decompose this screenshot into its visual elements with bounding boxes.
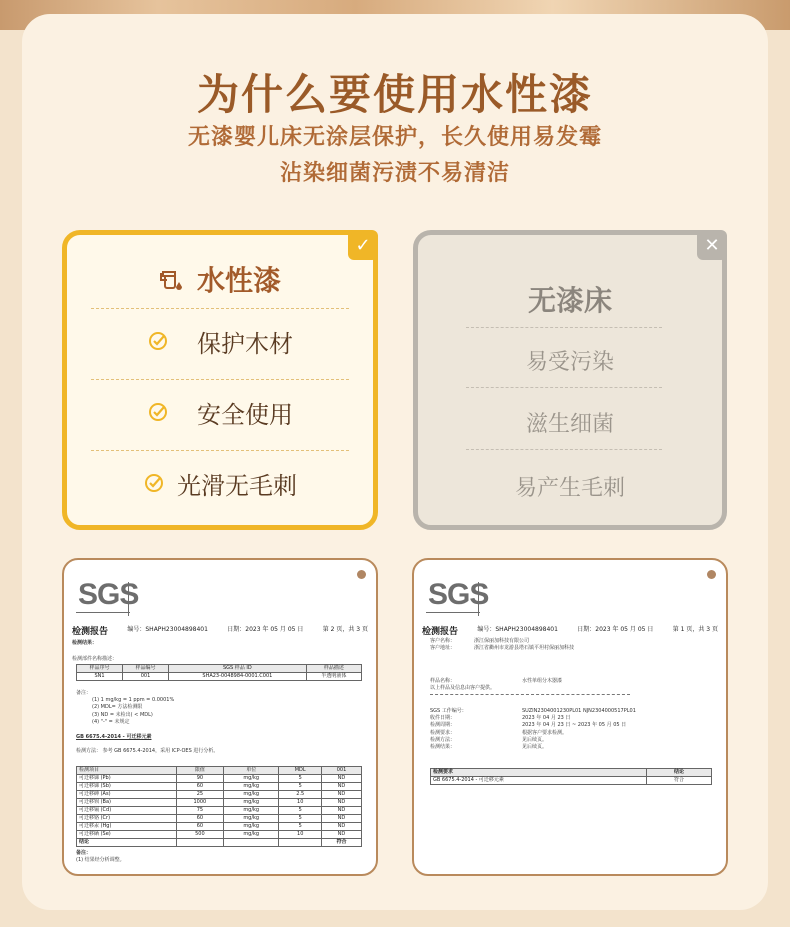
remark-line: (1) 结果经分析调整。 [76,857,125,864]
info-row: 检测周期： 2023 年 04 月 23 日 ~ 2023 年 05 月 05 日 [430,722,627,729]
report-header [422,624,718,637]
table-row [77,783,362,791]
table-cell: SHA23-0048984-0001.C001 [168,673,306,681]
note-line: (4) "-" = 未规定 [92,718,130,725]
table-header: 结论 [647,769,712,777]
x-badge-icon: ✕ [697,230,727,260]
table-header: 样品描述 [306,665,361,673]
table-cell: mg/kg [224,799,279,807]
table-cell: 5 [279,807,322,815]
bad-item-text: 滋生细菌 [525,412,614,437]
divider [466,449,662,450]
table-cell: 可迁移汞 (Hg) [77,823,177,831]
sample-info [430,678,630,695]
logo-bar [478,582,479,616]
table-cell: 可迁移铬 (Cr) [77,815,177,823]
table-cell: 001 [122,673,168,681]
table-cell: 25 [176,791,223,799]
divider [466,327,662,328]
table-cell: 10 [279,799,322,807]
table-cell: ND [321,831,361,839]
divider [430,694,630,695]
table-header: 限值 [176,767,223,775]
report-page: 第 1 页，共 3 页 [672,626,718,633]
table-cell: ND [321,815,361,823]
logo-underline [426,612,480,613]
table-header: 检测要求 [431,769,647,777]
table-cell: 500 [176,831,223,839]
table-row [77,799,362,807]
table-header: 样品序号 [77,665,123,673]
requirement-table [430,768,712,785]
table-row [77,815,362,823]
notes [76,690,174,726]
table-cell: 90 [176,775,223,783]
table-cell: ND [321,823,361,831]
good-item-text: 光滑无毛刺 [177,471,297,500]
table-row [77,831,362,839]
table-row [77,807,362,815]
info-row: 收件日期： 2023 年 04 月 23 日 [430,715,571,722]
remarks [76,850,125,864]
good-item-text: 安全使用 [197,400,293,429]
table-header: 001 [321,767,361,775]
water-paint-heading-text: 水性漆 [196,264,281,297]
table-row [431,777,712,785]
bad-item-text: 易产生毛刺 [514,476,625,501]
table-row [77,839,362,847]
subtitle-line-2: 沾染细菌污渍不易清洁 [279,161,510,186]
sgs-logo: SGS [428,578,489,611]
report-page: 第 2 页，共 3 页 [322,626,368,633]
note-line: (1) 1 mg/kg = 1 ppm = 0.0001% [92,697,175,704]
table-cell: GB 6675.4-2014 - 可迁移元素 [431,777,647,785]
table-cell: 半透明液体 [306,673,361,681]
paint-bucket-icon [159,266,187,294]
table-cell: 可迁移钡 (Ba) [77,799,177,807]
table-cell: 符合 [321,839,361,847]
table-cell: 60 [176,823,223,831]
report-date: 日期：2023 年 05 月 05 日 [227,626,304,633]
report-date: 日期：2023 年 05 月 05 日 [577,626,654,633]
good-item-row [67,321,373,361]
standard-title: GB 6675.4-2014 - 可迁移元素 [76,734,152,740]
report-number: 编号：SHAPH23004898401 [127,626,208,633]
info-row: 检测结果： 见后续页。 [430,744,548,751]
table-cell: mg/kg [224,791,279,799]
table-cell: mg/kg [224,815,279,823]
table-cell: mg/kg [224,823,279,831]
element-table [76,766,362,847]
table-row [77,775,362,783]
table-cell: 10 [279,831,322,839]
water-paint-card [62,230,378,530]
logo-underline [76,612,130,613]
result-label: 检测结果： [72,640,98,646]
client-info [430,638,574,652]
good-item-text: 保护木材 [197,329,293,358]
pin-dot [707,570,716,579]
table-header: 单位 [224,767,279,775]
info-row: SGS 工作编号： SUZIN2304001230PL01 NJN2304000517PL01 [430,708,636,714]
info-row: 样品名称： 水性单组分木器漆 [430,678,563,684]
table-cell: 60 [176,783,223,791]
table-cell: 可迁移镉 (Cd) [77,807,177,815]
table-cell: mg/kg [224,783,279,791]
check-circle-icon [147,330,169,352]
sample-table [76,664,362,681]
table-header: SGS 样品 ID [168,665,306,673]
sgs-report-page-2 [62,558,378,876]
check-circle-icon [147,401,169,423]
table-cell: 60 [176,815,223,823]
table-cell: SN1 [77,673,123,681]
bad-item-text: 易受污染 [525,350,614,375]
table-cell: ND [321,775,361,783]
job-info [430,708,636,751]
report-header [72,624,368,637]
table-cell: 5 [279,783,322,791]
table-row [77,823,362,831]
info-row: 客户地址： 浙江省衢州市龙游县塔石镇平坦村保丽加科技 [430,645,575,652]
info-row: 客户名称： 浙江保丽加科技有限公司 [430,638,530,644]
info-row: 检测方法： 见后续页。 [430,736,548,743]
table-cell: mg/kg [224,775,279,783]
no-paint-heading: 无漆床 [527,284,612,317]
table-cell: ND [321,807,361,815]
info-row: 以上样品及信息由客户提供。 [430,685,496,692]
table-cell: 5 [279,823,322,831]
sgs-logo: SGS [78,578,139,611]
note-line: (3) ND = 未检出( < MDL) [92,711,153,718]
report-title: 检测报告 [422,627,459,637]
divider [91,379,349,380]
water-paint-heading [67,259,373,299]
sgs-report-page-1 [412,558,728,876]
table-cell: mg/kg [224,831,279,839]
part-label: 检测部件名称描述： [72,656,118,662]
report-title: 检测报告 [72,627,109,637]
divider [466,387,662,388]
table-cell: 2.5 [279,791,322,799]
table-cell: 1000 [176,799,223,807]
table-cell: 5 [279,815,322,823]
table-cell: 75 [176,807,223,815]
info-row: 检测要求： 根据客户要求检测。 [430,729,568,736]
divider [91,308,349,309]
table-cell: 符合 [647,777,712,785]
table-cell: ND [321,799,361,807]
method-text: 检测方法： 参考 GB 6675.4-2014，采用 ICP-OES 进行分析。 [76,748,219,754]
remark-line: 备注： [76,850,92,856]
good-item-row [67,463,373,503]
table-header: 样品编号 [122,665,168,673]
table-cell: ND [321,791,361,799]
table-cell: 5 [279,775,322,783]
divider [91,450,349,451]
table-header: 检测项目 [77,767,177,775]
check-circle-icon [143,472,165,494]
logo-bar [128,582,129,616]
good-item-row [67,392,373,432]
pin-dot [357,570,366,579]
table-cell: 可迁移锑 (Sb) [77,783,177,791]
table-header: MDL [279,767,322,775]
table-cell: 可迁移硒 (Se) [77,831,177,839]
table-cell: 可迁移砷 (As) [77,791,177,799]
page-title: 为什么要使用水性漆 [196,70,593,119]
note-line: 备注： [76,690,92,696]
table-cell: 可迁移锑 (Pb) [77,775,177,783]
report-number: 编号：SHAPH23004898401 [477,626,558,633]
check-badge-icon: ✓ [348,230,378,260]
subtitle-line-1: 无漆婴儿床无涂层保护，长久使用易发霉 [187,125,602,150]
table-cell: mg/kg [224,807,279,815]
note-line: (2) MDL= 方法检测限 [92,704,143,711]
table-row [77,791,362,799]
no-paint-card [413,230,727,530]
table-cell: 结论 [77,839,177,847]
table-cell: ND [321,783,361,791]
